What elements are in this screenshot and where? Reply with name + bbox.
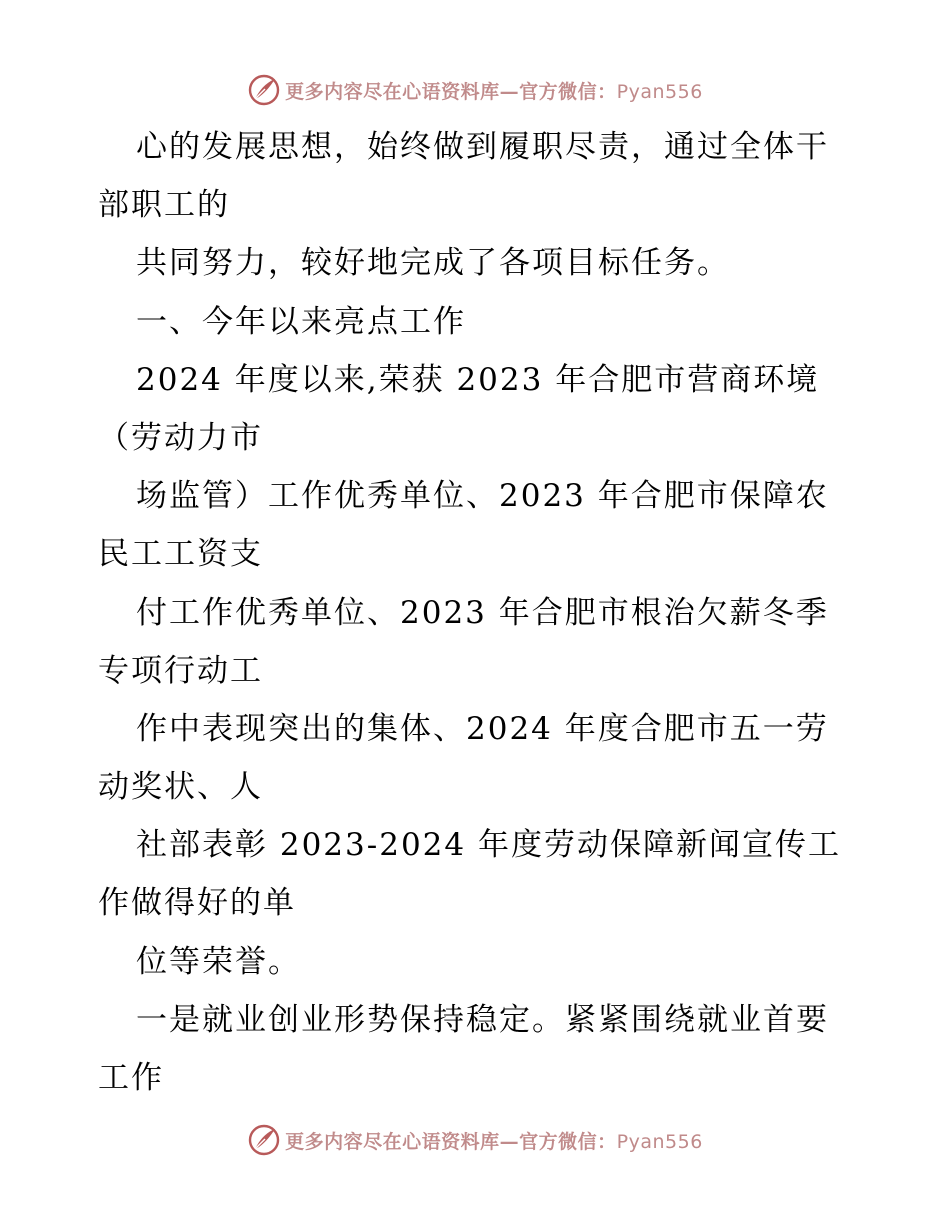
text-line: 工作 [98,1060,164,1096]
text-line: （劳动力市 [98,419,263,456]
text-line: 动奖状、人 [98,769,263,806]
document-body [98,118,858,1107]
watermark-wechat-id: Pyan556 [616,80,703,103]
header-watermark [0,70,950,110]
text-line: 一是就业创业形势保持稳定。紧紧围绕就业首要 [136,1001,829,1038]
section-heading: 一、今年以来亮点工作 [136,303,466,340]
text-line: 2024 年度以来,荣获 2023 年合肥市营商环境 [136,361,820,398]
watermark-text: 更多内容尽在心语资料库—官方微信： [285,1130,617,1153]
text-line: 专项行动工 [98,652,263,689]
text-line: 部职工的 [98,187,230,224]
text-line: 社部表彰 2023-2024 年度劳动保障新闻宣传工 [136,827,841,864]
watermark-wechat-id: Pyan556 [616,1130,703,1153]
text-line: 场监管）工作优秀单位、2023 年合肥市保障农 [136,478,829,515]
feather-quill-icon [247,73,281,107]
text-line: 作做得好的单 [98,885,296,922]
text-line: 心的发展思想，始终做到履职尽责，通过全体干 [136,129,829,165]
text-line: 作中表现突出的集体、2024 年度合肥市五一劳 [136,710,829,747]
text-line: 共同努力，较好地完成了各项目标任务。 [136,245,730,282]
watermark-text: 更多内容尽在心语资料库—官方微信： [285,80,617,103]
text-line: 位等荣誉。 [136,943,301,980]
footer-watermark [0,1120,950,1160]
feather-quill-icon [247,1123,281,1157]
text-line: 付工作优秀单位、2023 年合肥市根治欠薪冬季 [136,594,829,631]
text-line: 民工工资支 [98,536,263,573]
